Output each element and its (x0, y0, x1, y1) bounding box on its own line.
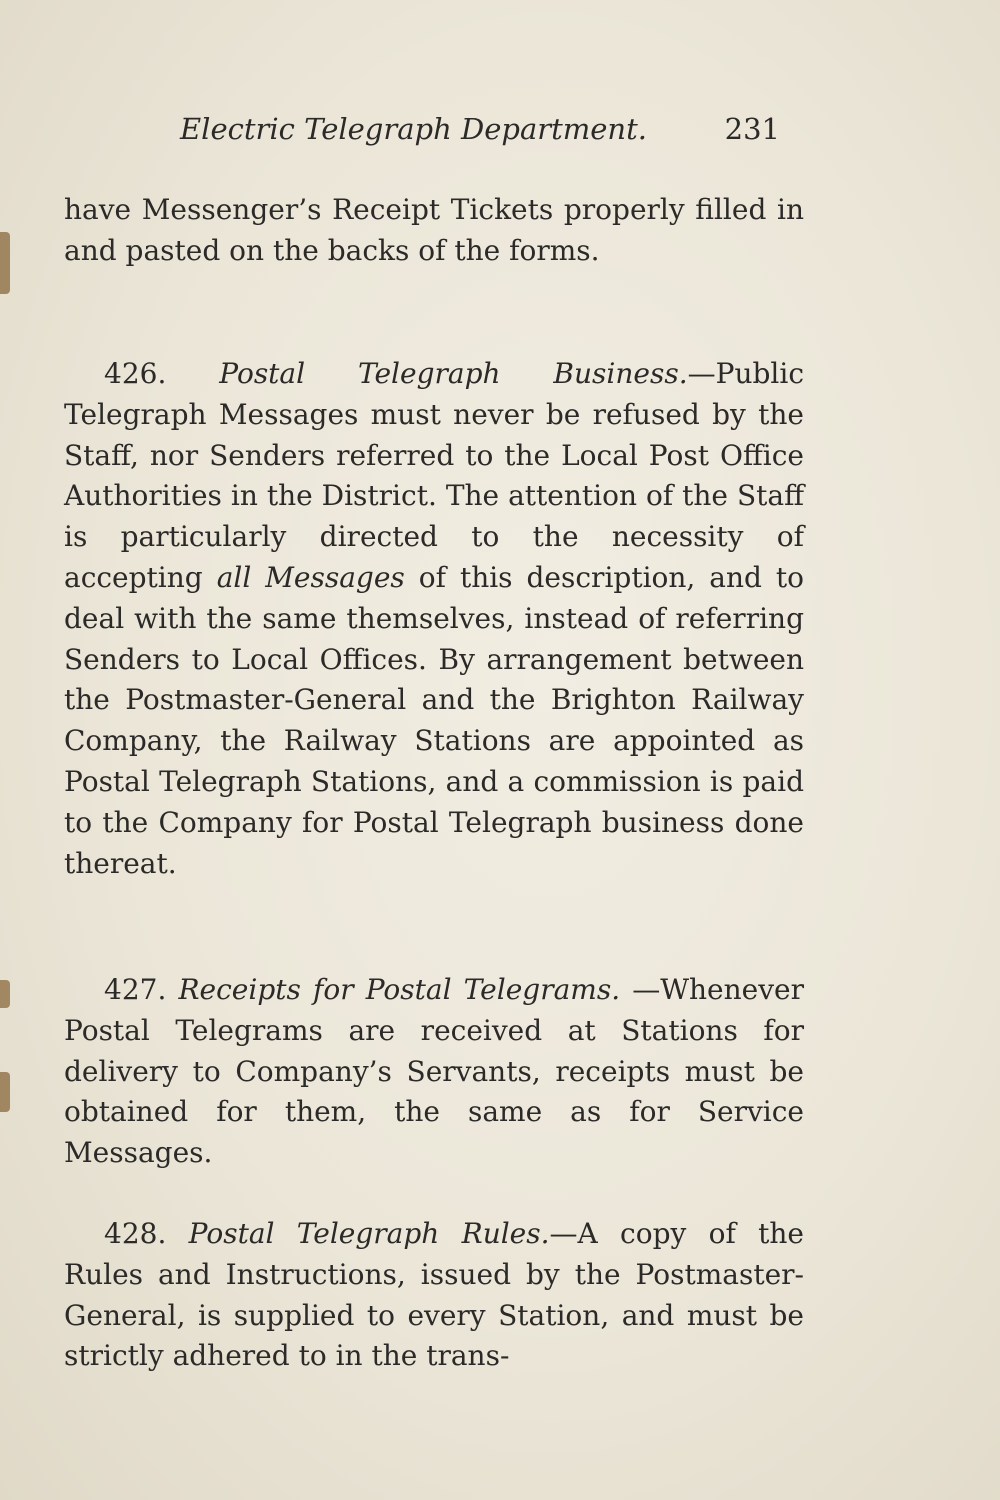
section-number: 428. (104, 1217, 167, 1250)
section-body: —Whenever Postal Telegrams are received at Stations for delivery to Company’s Servants, receipts must be obtained for them, the same as for Service Messages. (64, 973, 804, 1170)
section-heading: Postal Telegraph Rules. (188, 1217, 550, 1250)
running-head-title: Electric Telegraph Department. (180, 112, 647, 146)
binding-stain (0, 1072, 10, 1112)
section-426 (64, 354, 804, 884)
section-body: —Public Telegraph Messages must never be refused by the Staff, nor Senders referred to the Local Post Office Authorities in the District. The attention of the Staff is particularly directed to the necessity of accepting (64, 357, 804, 594)
section-number: 427. (104, 973, 167, 1006)
page-number: 231 (724, 112, 780, 146)
section-heading: Receipts for Postal Telegrams. (178, 973, 621, 1006)
binding-stain (0, 232, 10, 294)
continuation-paragraph: have Messenger’s Receipt Tickets properly filled in and pasted on the backs of the forms. (64, 193, 804, 267)
section-body: of this description, and to deal with the same themselves, instead of referring Senders to Local Offices. By arrangement between the Postmaster-General and the Brighton Railway Company, the Railway Stations are appointed as Postal Telegraph Stations, and a commission is paid to the Company for Postal Telegraph business done thereat. (64, 560, 804, 880)
section-heading: Postal Telegraph Business. (219, 357, 688, 390)
section-body: —A copy of the Rules and Instructions, issued by the Postmaster-General, is supplied to every Station, and must be strictly adhered to in the trans- (64, 1217, 804, 1373)
binding-stain (0, 980, 10, 1008)
body-text (64, 190, 804, 272)
section-emphasis: all Messages (216, 560, 405, 594)
section-number: 426. (104, 357, 167, 390)
section-427 (64, 970, 804, 1174)
running-head (180, 112, 780, 146)
section-428 (64, 1214, 804, 1377)
